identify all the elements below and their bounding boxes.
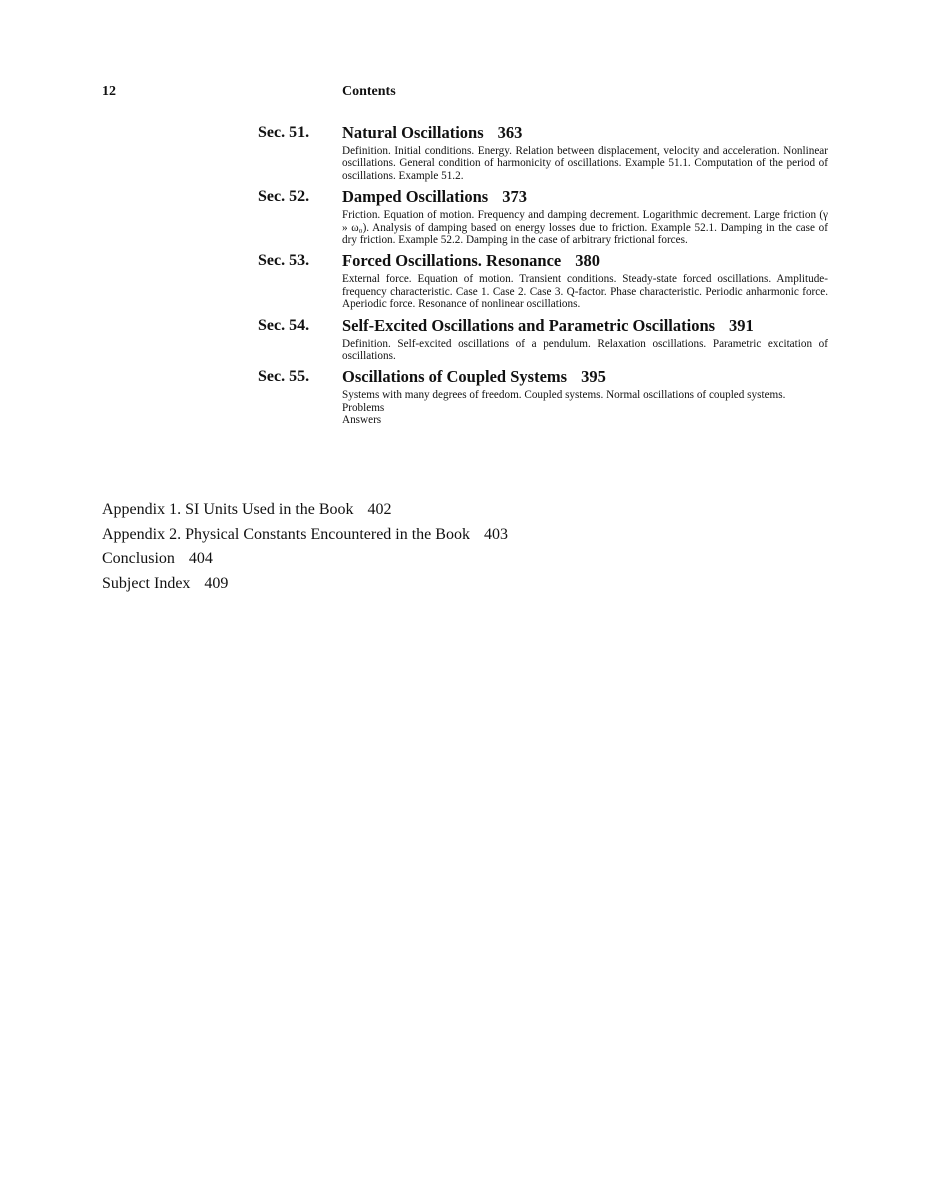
- back-matter-title: Appendix 2. Physical Constants Encountered in the Book: [102, 525, 470, 543]
- section-description: Definition. Initial conditions. Energy. Relation between displacement, velocity and acceleration. Nonlinear oscillations. General condition of harmonicity of oscillations. Example 51.1. Computation of the period of oscillations. Example 51.2.: [342, 145, 828, 182]
- section-page: 380: [575, 251, 600, 271]
- section-number: Sec. 53.: [258, 252, 310, 270]
- section-heading: [342, 122, 828, 144]
- toc-section: [258, 250, 828, 310]
- page-number: 12: [102, 84, 116, 99]
- section-heading: [342, 186, 828, 208]
- problems-entry: Problems: [342, 401, 385, 414]
- toc-section: [258, 186, 828, 246]
- section-title: Self-Excited Oscillations and Parametric Oscillations: [342, 315, 716, 335]
- toc-section: [258, 366, 828, 426]
- section-page: 363: [497, 123, 523, 142]
- section-title: Damped Oscillations: [342, 187, 489, 207]
- section-heading: [342, 366, 828, 388]
- section-page: 395: [581, 367, 606, 387]
- back-matter-title: Conclusion: [102, 550, 175, 567]
- section-number: Sec. 55.: [258, 368, 310, 386]
- section-number: Sec. 52.: [258, 188, 310, 206]
- back-matter-list: [102, 498, 508, 596]
- back-matter-title: Appendix 1. SI Units Used in the Book: [102, 501, 354, 518]
- toc-section: [258, 122, 828, 182]
- back-matter-page: 404: [188, 550, 213, 567]
- section-description: Systems with many degrees of freedom. Coupled systems. Normal oscillations of coupled systems.: [342, 389, 786, 402]
- answers-entry: Answers: [342, 414, 382, 427]
- section-number: Sec. 51.: [258, 124, 310, 141]
- back-matter-entry: [102, 572, 508, 597]
- section-page: 373: [502, 187, 527, 207]
- section-title: Natural Oscillations: [342, 123, 484, 142]
- back-matter-entry: [102, 498, 508, 523]
- back-matter-title: Subject Index: [102, 574, 191, 592]
- section-title: Oscillations of Coupled Systems: [342, 367, 568, 387]
- toc-section: [258, 315, 828, 363]
- back-matter-entry: [102, 523, 508, 548]
- section-heading: [342, 250, 828, 272]
- section-page: 391: [729, 315, 754, 335]
- back-matter-entry: [102, 547, 508, 572]
- section-description: External force. Equation of motion. Transient conditions. Steady-state forced oscillations. Amplitude-frequency characteristic. Case 1. Case 2. Case 3. Q-factor. Phase characteristic. Periodic anharmonic force. Aperiodic force. Resonance of nonlinear oscillations.: [342, 273, 828, 311]
- back-matter-page: 403: [483, 525, 508, 543]
- running-head: Contents: [342, 84, 396, 99]
- back-matter-page: 409: [204, 574, 229, 592]
- section-heading: [342, 315, 828, 337]
- section-list: [258, 122, 828, 431]
- section-number: Sec. 54.: [258, 316, 310, 334]
- section-title: Forced Oscillations. Resonance: [342, 251, 562, 271]
- section-description: Definition. Self-excited oscillations of a pendulum. Relaxation oscillations. Parametric excitation of oscillations.: [342, 337, 828, 363]
- section-description: Friction. Equation of motion. Frequency and damping decrement. Logarithmic decrement. Large friction (γ » ω₀). Analysis of damping based on energy losses due to friction. Example 52.1. Damping in the case of dry friction. Example 52.2. Damping in the case of arbitrary frictional forces.: [342, 209, 828, 247]
- back-matter-page: 402: [367, 501, 392, 518]
